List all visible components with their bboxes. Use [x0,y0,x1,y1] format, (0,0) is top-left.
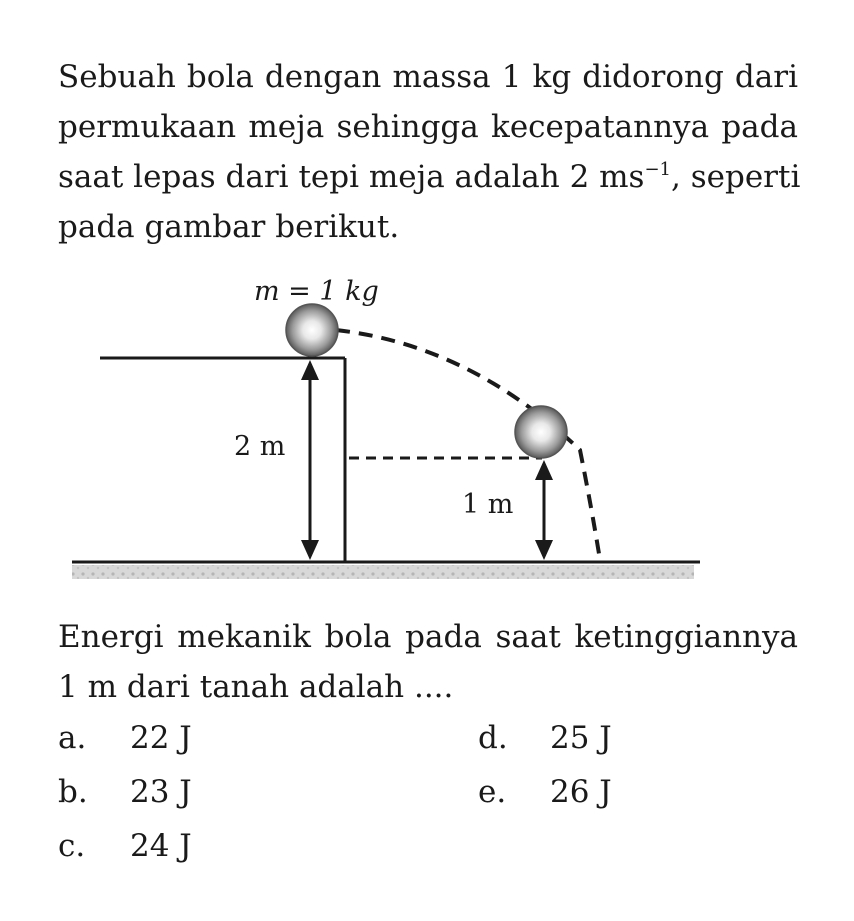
option-c-value: 24 J [130,828,192,864]
ball-in-flight [515,406,567,458]
ground-texture [72,565,694,579]
projectile-figure [0,255,854,595]
ball-height-label: 1 m [462,489,514,520]
question-intro [58,52,801,252]
option-c[interactable] [58,826,192,866]
table-height-label: 2 m [234,431,286,462]
option-d[interactable] [478,718,612,758]
option-b-value: 23 J [130,774,192,810]
option-b-letter: b. [58,774,88,810]
option-e-value: 26 J [550,774,612,810]
option-a[interactable] [58,718,192,758]
option-e[interactable] [478,772,612,812]
option-e-letter: e. [478,774,507,810]
intro-line-4: pada gambar berikut. [58,209,400,245]
question-prompt [58,612,798,712]
intro-line-3-text: saat lepas dari tepi meja adalah 2 ms [58,159,645,195]
intro-line-3 [58,152,801,202]
option-d-letter: d. [478,720,508,756]
table-height-arrow [301,360,319,560]
prompt-line-2: 1 m dari tanah adalah .... [58,669,454,705]
velocity-exponent: −1 [644,159,672,180]
prompt-line-1: Energi mekanik bola pada saat ketinggiannya [58,619,798,655]
option-c-letter: c. [58,828,86,864]
intro-line-1: Sebuah bola dengan massa 1 kg didorong dari [58,59,798,95]
ball-height-arrow [535,460,553,560]
mass-label: m = 1 kg [254,276,379,307]
ball-on-table [286,304,338,356]
option-d-value: 25 J [550,720,612,756]
option-a-letter: a. [58,720,87,756]
option-b[interactable] [58,772,192,812]
intro-line-3-tail: , seperti [671,159,801,195]
option-a-value: 22 J [130,720,192,756]
intro-line-2: permukaan meja sehingga kecepatannya pada [58,109,798,145]
